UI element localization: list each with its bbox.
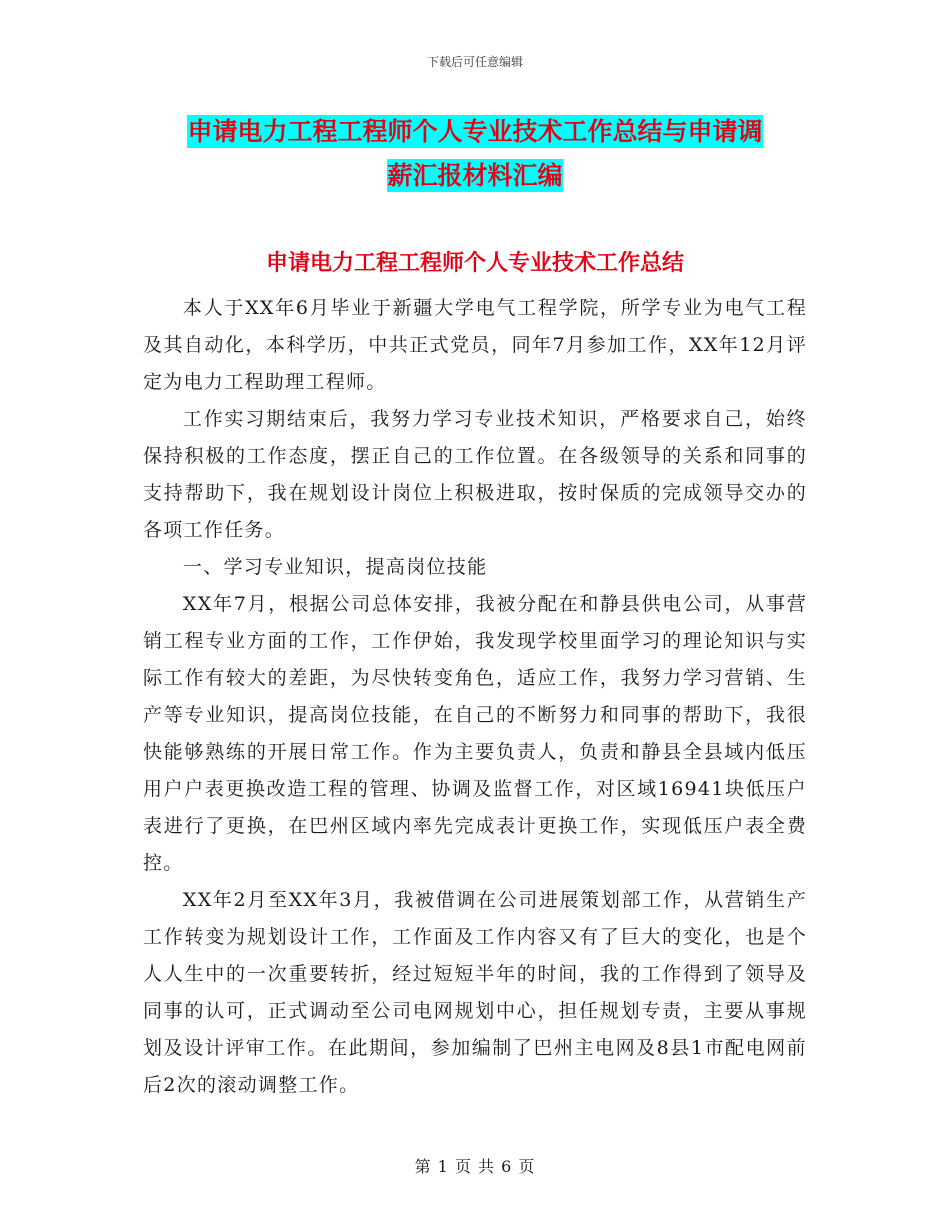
document-title-line-1: 申请电力工程工程师个人专业技术工作总结与申请调	[187, 117, 763, 146]
document-title-line-2: 薪汇报材料汇编	[387, 161, 563, 190]
page-header-note: 下载后可任意编辑	[426, 55, 523, 69]
paragraph: XX年2月至XX年3月，我被借调在公司进展策划部工作，从营销生产工作转变为规划设计工作，工作面及工作内容又有了巨大的变化，也是个人人生中的一次重要转折，经过短短半年的时间，我的工作得到了领导及同事的认可，正式调动至公司电网规划中心，担任规划专责，主要从事规划及设计评审工作。在此期间，参加编制了巴州主电网及8县1市配电网前后2次的滚动调整工作。	[143, 889, 807, 1096]
paragraph: 本人于XX年6月毕业于新疆大学电气工程学院，所学专业为电气工程及其自动化，本科学历，中共正式党员，同年7月参加工作，XX年12月评定为电力工程助理工程师。	[143, 297, 807, 393]
page-number: 第 1 页 共 6 页	[414, 1157, 536, 1176]
document-body	[143, 290, 807, 1104]
paragraph: XX年7月，根据公司总体安排，我被分配在和静县供电公司，从事营销工程专业方面的工作，工作伊始，我发现学校里面学习的理论知识与实际工作有较大的差距，为尽快转变角色，适应工作，我努力学习营销、生产等专业知识，提高岗位技能，在自己的不断努力和同事的帮助下，我很快能够熟练的开展日常工作。作为主要负责人，负责和静县全县域内低压用户户表更换改造工程的管理、协调及监督工作，对区域16941块低压户表进行了更换，在巴州区域内率先完成表计更换工作，实现低压户表全费控。	[143, 593, 807, 874]
subheading: 一、学习专业知识，提高岗位技能	[182, 556, 488, 578]
paragraph: 工作实习期结束后，我努力学习专业技术知识，严格要求自己，始终保持积极的工作态度，摆正自己的工作位置。在各级领导的关系和同事的支持帮助下，我在规划设计岗位上积极进取，按时保质的完成领导交办的各项工作任务。	[143, 408, 807, 541]
document-title	[0, 110, 950, 198]
section-title: 申请电力工程工程师个人专业技术工作总结	[265, 251, 684, 276]
